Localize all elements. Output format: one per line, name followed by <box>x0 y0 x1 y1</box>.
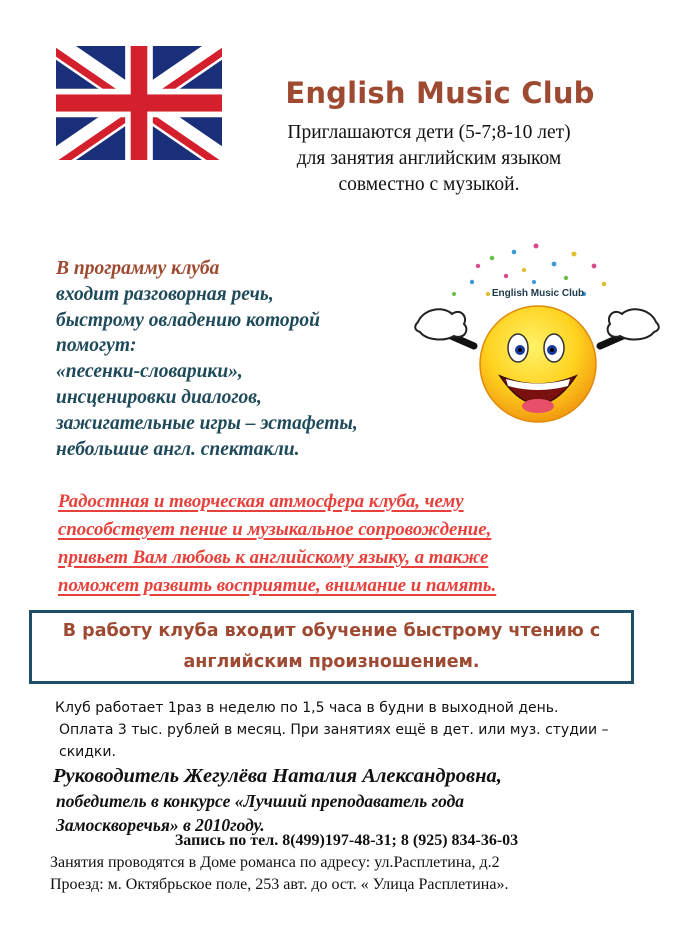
schedule-line: Оплата 3 тыс. рублей в месяц. При занятиях ещё в дет. или муз. студии – <box>59 722 609 738</box>
invite-line: для занятия английским языком <box>296 148 562 169</box>
atmosphere-text <box>58 488 618 600</box>
atmosphere-line: способствует пение и музыкальное сопровождение, <box>58 519 492 540</box>
program-line: помогут: <box>56 335 137 357</box>
box-line: английским произношением. <box>183 652 480 672</box>
address-line: Занятия проводятся в Доме романса по адресу: ул.Расплетина, д.2 <box>50 854 500 871</box>
reading-highlight-box <box>29 610 634 684</box>
director-award-line: победитель в конкурсе «Лучший преподаватель года <box>56 791 465 811</box>
union-jack-flag-image <box>56 46 222 160</box>
address-text <box>50 852 650 896</box>
program-description <box>56 256 436 462</box>
atmosphere-line: Радостная и творческая атмосфера клуба, чему <box>58 491 464 512</box>
director-award-line: Замоскворечья» в 2010году. <box>56 815 265 835</box>
phone-contact: Запись по тел. 8(499)197-48-31; 8 (925) 834-36-03 <box>174 832 519 849</box>
director-name: Руководитель Жегулёва Наталия Александровна, <box>53 765 502 787</box>
schedule-text <box>55 697 645 763</box>
schedule-line: скидки. <box>59 744 116 760</box>
invitation-text <box>244 120 614 198</box>
program-line: зажигательные игры – эстафеты, <box>56 412 358 434</box>
atmosphere-line: привьет Вам любовь к английскому языку, а также <box>58 547 489 568</box>
address-line: Проезд: м. Октябрьское поле, 253 авт. до ост. « Улица Расплетина». <box>50 876 509 893</box>
program-line: небольшие англ. спектакли. <box>56 438 300 460</box>
schedule-line: Клуб работает 1раз в неделю по 1,5 часа в будни в выходной день. <box>55 700 559 716</box>
box-line: В работу клуба входит обучение быстрому чтению с <box>62 621 601 641</box>
invite-line: Приглашаются дети (5-7;8-10 лет) <box>287 122 571 143</box>
program-line: быстрому овладению которой <box>56 309 320 331</box>
atmosphere-line: поможет развить восприятие, внимание и память. <box>58 575 497 596</box>
club-title: English Music Club <box>285 76 595 110</box>
invite-line: совместно с музыкой. <box>338 174 520 195</box>
program-line: «песенки-словарики», <box>56 361 243 383</box>
director-info <box>53 763 613 837</box>
program-lead: В программу клуба <box>56 258 220 279</box>
program-line: инсценировки диалогов, <box>56 386 262 408</box>
smiley-illustration <box>414 236 660 448</box>
smiley-label: English Music Club <box>491 288 585 299</box>
program-line: входит разговорная речь, <box>56 283 274 305</box>
